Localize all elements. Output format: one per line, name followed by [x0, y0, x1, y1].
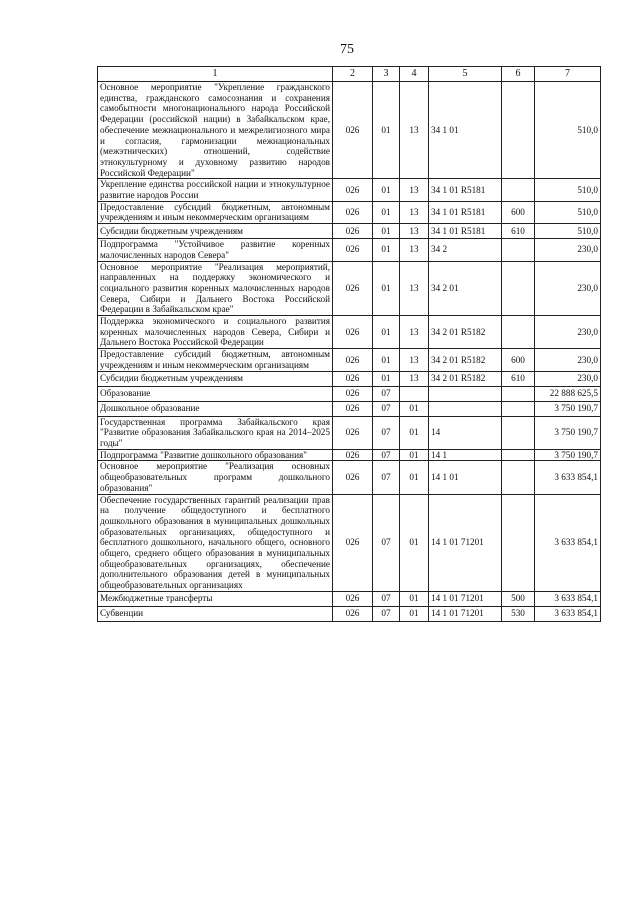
- ministry-code: 026: [333, 386, 373, 401]
- target-article-code: 14 1 01: [429, 461, 502, 494]
- subsection-code: 13: [400, 316, 429, 349]
- expense-type-code: [502, 179, 535, 201]
- section-code: 01: [373, 239, 400, 261]
- column-header: 3: [373, 67, 400, 82]
- section-code: 07: [373, 386, 400, 401]
- target-article-code: 34 2 01 R5182: [429, 316, 502, 349]
- table-row: [98, 416, 601, 449]
- table-row: [98, 461, 601, 494]
- budget-table: [97, 66, 601, 622]
- ministry-code: 026: [333, 82, 373, 179]
- expense-type-code: [502, 386, 535, 401]
- row-name: Подпрограмма "Устойчивое развитие коренных малочисленных народов Севера": [98, 239, 333, 261]
- target-article-code: 14 1 01 71201: [429, 494, 502, 591]
- target-article-code: 14 1: [429, 449, 502, 461]
- target-article-code: 14: [429, 416, 502, 449]
- subsection-code: 01: [400, 449, 429, 461]
- row-name: Предоставление субсидий бюджетным, автономным учреждениям и иным некоммерческим организациям: [98, 349, 333, 371]
- ministry-code: 026: [333, 494, 373, 591]
- subsection-code: 01: [400, 401, 429, 416]
- column-header: 5: [429, 67, 502, 82]
- table-row: [98, 316, 601, 349]
- ministry-code: 026: [333, 461, 373, 494]
- table-row: [98, 349, 601, 371]
- amount: 230,0: [535, 349, 601, 371]
- section-code: 01: [373, 82, 400, 179]
- row-name: Обеспечение государственных гарантий реализации прав на получение общедоступного и бесплатного дошкольного образования в муниципальных дошкольных образовательных организациях, общедоступного и бесплатного дошкольного, начального общего, основного общего, среднего общего образования в муниципальных общеобразовательных организациях, обеспечение дополнительного образования детей в муниципальных общеобразовательных организациях: [98, 494, 333, 591]
- table-row: [98, 449, 601, 461]
- target-article-code: [429, 401, 502, 416]
- target-article-code: 34 2 01: [429, 261, 502, 316]
- ministry-code: 026: [333, 349, 373, 371]
- amount: 510,0: [535, 224, 601, 239]
- page-number: 75: [340, 42, 354, 57]
- subsection-code: 13: [400, 261, 429, 316]
- section-code: 07: [373, 494, 400, 591]
- amount: 510,0: [535, 179, 601, 201]
- ministry-code: 026: [333, 201, 373, 223]
- table-row: [98, 179, 601, 201]
- table-row: [98, 239, 601, 261]
- row-name: Субсидии бюджетным учреждениям: [98, 371, 333, 386]
- subsection-code: 01: [400, 606, 429, 621]
- expense-type-code: [502, 416, 535, 449]
- ministry-code: 026: [333, 371, 373, 386]
- section-code: 07: [373, 401, 400, 416]
- section-code: 01: [373, 349, 400, 371]
- target-article-code: 34 1 01 R5181: [429, 201, 502, 223]
- section-code: 07: [373, 606, 400, 621]
- ministry-code: 026: [333, 449, 373, 461]
- expense-type-code: 600: [502, 349, 535, 371]
- table-row: [98, 371, 601, 386]
- target-article-code: 34 2 01 R5182: [429, 349, 502, 371]
- amount: 230,0: [535, 239, 601, 261]
- row-name: Поддержка экономического и социального развития коренных малочисленных народов Севера, Сибири и Дальнего Востока Российской Федерации: [98, 316, 333, 349]
- subsection-code: 13: [400, 82, 429, 179]
- row-name: Межбюджетные трансферты: [98, 591, 333, 606]
- table-row: [98, 606, 601, 621]
- ministry-code: 026: [333, 401, 373, 416]
- section-code: 01: [373, 371, 400, 386]
- amount: 230,0: [535, 371, 601, 386]
- row-name: Основное мероприятие "Укрепление гражданского единства, гражданского самосознания и сохранения самобытности многонационального народа Российской Федерации (российской нации) в Забайкальском крае, обеспечение межнационального и межрелигиозного мира и согласия, гармонизации межнациональных (межэтнических) отношений, содействие этнокультурному и духовному развитию народов Российской Федерации": [98, 82, 333, 179]
- table-row: [98, 494, 601, 591]
- table-row: [98, 401, 601, 416]
- expense-type-code: 530: [502, 606, 535, 621]
- amount: 230,0: [535, 261, 601, 316]
- amount: 3 633 854,1: [535, 461, 601, 494]
- section-code: 07: [373, 591, 400, 606]
- target-article-code: 34 2: [429, 239, 502, 261]
- section-code: 01: [373, 179, 400, 201]
- ministry-code: 026: [333, 239, 373, 261]
- row-name: Укрепление единства российской нации и этнокультурное развитие народов России: [98, 179, 333, 201]
- amount: 3 750 190,7: [535, 416, 601, 449]
- amount: 510,0: [535, 82, 601, 179]
- table-header-row: [98, 67, 601, 82]
- row-name: Подпрограмма "Развитие дошкольного образования": [98, 449, 333, 461]
- ministry-code: 026: [333, 606, 373, 621]
- ministry-code: 026: [333, 416, 373, 449]
- ministry-code: 026: [333, 179, 373, 201]
- amount: 230,0: [535, 316, 601, 349]
- row-name: Субвенции: [98, 606, 333, 621]
- section-code: 01: [373, 201, 400, 223]
- table-row: [98, 386, 601, 401]
- target-article-code: [429, 386, 502, 401]
- subsection-code: 13: [400, 239, 429, 261]
- column-header: 4: [400, 67, 429, 82]
- column-header: 7: [535, 67, 601, 82]
- target-article-code: 34 2 01 R5182: [429, 371, 502, 386]
- subsection-code: 13: [400, 224, 429, 239]
- column-header: 6: [502, 67, 535, 82]
- table-row: [98, 224, 601, 239]
- amount: 3 750 190,7: [535, 401, 601, 416]
- subsection-code: 13: [400, 179, 429, 201]
- table-row: [98, 82, 601, 179]
- row-name: Дошкольное образование: [98, 401, 333, 416]
- row-name: Государственная программа Забайкальского края "Развитие образования Забайкальского края на 2014–2025 годы": [98, 416, 333, 449]
- table-row: [98, 591, 601, 606]
- expense-type-code: [502, 261, 535, 316]
- expense-type-code: [502, 239, 535, 261]
- target-article-code: 34 1 01: [429, 82, 502, 179]
- column-header: 1: [98, 67, 333, 82]
- section-code: 01: [373, 224, 400, 239]
- subsection-code: 01: [400, 461, 429, 494]
- ministry-code: 026: [333, 316, 373, 349]
- target-article-code: 34 1 01 R5181: [429, 224, 502, 239]
- column-header: 2: [333, 67, 373, 82]
- expense-type-code: 610: [502, 224, 535, 239]
- section-code: 01: [373, 261, 400, 316]
- section-code: 01: [373, 316, 400, 349]
- row-name: Основное мероприятие "Реализация основных общеобразовательных программ дошкольного образования": [98, 461, 333, 494]
- expense-type-code: 500: [502, 591, 535, 606]
- amount: 3 750 190,7: [535, 449, 601, 461]
- amount: 22 888 625,5: [535, 386, 601, 401]
- ministry-code: 026: [333, 261, 373, 316]
- ministry-code: 026: [333, 224, 373, 239]
- amount: 3 633 854,1: [535, 606, 601, 621]
- target-article-code: 14 1 01 71201: [429, 591, 502, 606]
- expense-type-code: 610: [502, 371, 535, 386]
- target-article-code: 34 1 01 R5181: [429, 179, 502, 201]
- expense-type-code: [502, 316, 535, 349]
- row-name: Предоставление субсидий бюджетным, автономным учреждениям и иным некоммерческим организациям: [98, 201, 333, 223]
- subsection-code: 13: [400, 371, 429, 386]
- section-code: 07: [373, 461, 400, 494]
- row-name: Образование: [98, 386, 333, 401]
- subsection-code: 01: [400, 416, 429, 449]
- section-code: 07: [373, 416, 400, 449]
- ministry-code: 026: [333, 591, 373, 606]
- expense-type-code: 600: [502, 201, 535, 223]
- expense-type-code: [502, 449, 535, 461]
- expense-type-code: [502, 82, 535, 179]
- expense-type-code: [502, 461, 535, 494]
- subsection-code: [400, 386, 429, 401]
- table-row: [98, 201, 601, 223]
- section-code: 07: [373, 449, 400, 461]
- row-name: Основное мероприятие "Реализация мероприятий, направленных на поддержку экономического и социального развития коренных малочисленных народов Севера, Сибири и Дальнего Востока Российской Федерации в Забайкальском крае": [98, 261, 333, 316]
- table-row: [98, 261, 601, 316]
- amount: 510,0: [535, 201, 601, 223]
- subsection-code: 13: [400, 349, 429, 371]
- subsection-code: 13: [400, 201, 429, 223]
- expense-type-code: [502, 401, 535, 416]
- expense-type-code: [502, 494, 535, 591]
- amount: 3 633 854,1: [535, 591, 601, 606]
- amount: 3 633 854,1: [535, 494, 601, 591]
- row-name: Субсидии бюджетным учреждениям: [98, 224, 333, 239]
- subsection-code: 01: [400, 591, 429, 606]
- subsection-code: 01: [400, 494, 429, 591]
- target-article-code: 14 1 01 71201: [429, 606, 502, 621]
